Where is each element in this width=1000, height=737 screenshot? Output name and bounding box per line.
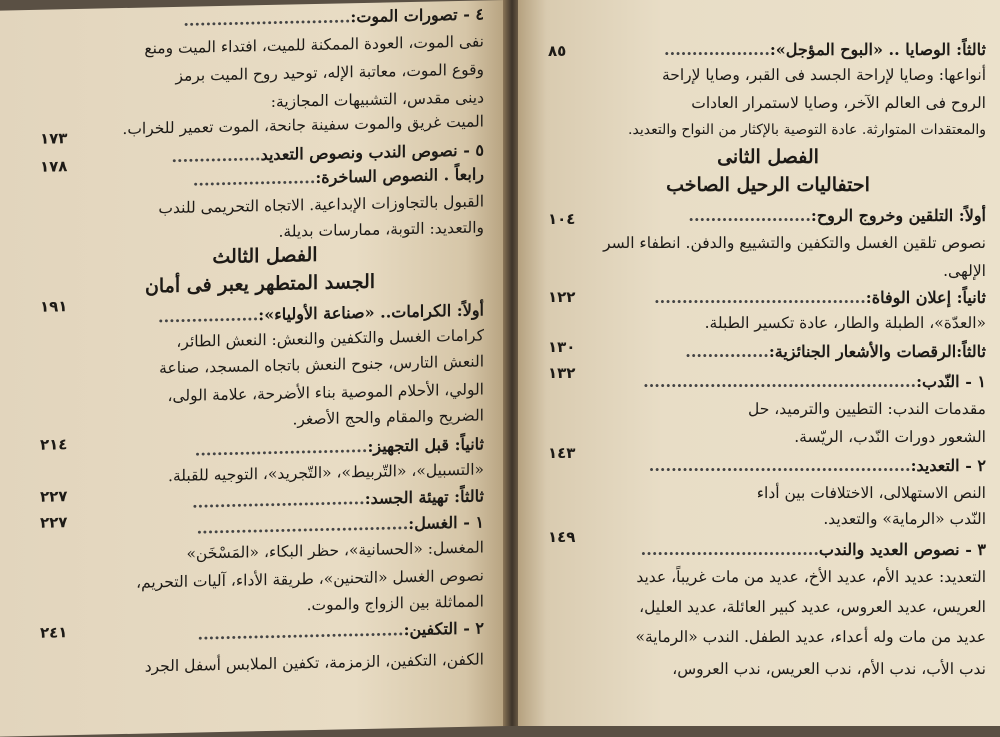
toc-entry-talqin — [688, 206, 986, 225]
leader-dots: ..................................... — [197, 620, 404, 644]
leader-dots: ............................... — [192, 488, 365, 512]
toc-line: نصوص الغسل «التحنين»، طريقة الأداء، آليات التحريم، — [136, 566, 484, 592]
leader-dots: ............... — [685, 342, 769, 361]
leader-dots: .............................. — [183, 7, 351, 30]
page-number: ١٣٠ — [548, 338, 576, 356]
toc-line: النعش التارس، جنوح النعش باتجاه المسجد، صناعة — [159, 352, 484, 378]
toc-line: الإلهى. — [943, 262, 986, 280]
toc-heading: ثالثاً: الوصايا .. «البوح المؤجل»: — [769, 40, 986, 59]
leader-dots: .................. — [158, 305, 259, 327]
toc-heading: أولاً: الكرامات.. «صناعة الأولياء»: — [258, 300, 484, 325]
toc-line: نصوص تلقين الغسل والتكفين والتشييع والدفن. انطفاء السر — [603, 234, 986, 252]
leader-dots: ................... — [664, 40, 770, 59]
leader-dots: ................ — [171, 145, 261, 167]
toc-line: وقوع الموت، معاتبة الإله، توحيد روح الميت برمز — [175, 60, 484, 85]
page-number: ٨٥ — [548, 42, 567, 60]
toc-line: النص الاستهلالى، الاختلافات بين أداء — [756, 484, 986, 502]
toc-line: والمعتقدات المتوارثة. عادة التوصية بالإكثار من النواح والتعديد. — [628, 122, 986, 138]
page-number: ٢٤١ — [40, 623, 68, 642]
toc-entry-karamat — [158, 300, 484, 326]
toc-heading: ٤ - تصورات الموت: — [350, 4, 484, 27]
toc-line: كرامات الغسل والتكفين والنعش: النعش الطائر، — [176, 326, 484, 351]
toc-heading: ثانياً: قبل التجهيز: — [367, 434, 484, 456]
toc-line: الكفن، التكفين، الزمزمة، تكفين الملابس أسفل الجرد — [144, 650, 484, 676]
toc-entry-death-images — [183, 4, 484, 29]
toc-entry-nadb-texts — [171, 140, 484, 166]
toc-entry-satirical — [193, 164, 484, 189]
toc-line: العريس، عديد العروس، عديد كبير العائلة، عديد العليل، — [639, 598, 986, 616]
leader-dots: ...................................... — [654, 288, 866, 307]
page-number: ١٣٢ — [548, 364, 576, 382]
chapter-subtitle: احتفاليات الرحيل الصاخب — [666, 174, 870, 196]
toc-entry-lament-texts — [641, 540, 986, 559]
toc-entry-tadid — [649, 456, 986, 475]
toc-heading: أولاً: التلقين وخروج الروح: — [810, 206, 986, 225]
toc-line: النّدب «الرماية» والتعديد. — [823, 510, 986, 528]
toc-heading: ٢ - التعديد: — [910, 456, 986, 475]
leader-dots: ...................... — [688, 206, 811, 225]
toc-entry-shrouding — [198, 618, 484, 643]
leader-dots: ...................... — [192, 167, 316, 190]
toc-line: مقدمات الندب: التطيين والترميد، حل — [747, 400, 986, 418]
toc-heading: ١ - الغسل: — [408, 512, 484, 534]
toc-heading: ١ - النّدب: — [916, 372, 986, 391]
toc-line: ندب الأب، ندب الأم، ندب العريس، ندب العروس، — [672, 660, 986, 678]
toc-line: عديد من مات وله أعداء، عديد الطفل. الندب «الرماية» — [635, 628, 986, 646]
toc-entry-nadb — [643, 372, 986, 391]
leader-dots: ...................................... — [196, 514, 409, 538]
toc-heading: ثالثاً:الرقصات والأشعار الجنائزية: — [768, 342, 986, 361]
page-number: ١٤٩ — [548, 528, 576, 546]
page-number: ١٧٨ — [40, 157, 68, 176]
toc-heading: ٣ - نصوص العديد والندب — [818, 540, 986, 559]
toc-heading: رابعاً . النصوص الساخرة: — [315, 164, 484, 187]
chapter-title: الفصل الثالث — [212, 243, 318, 269]
page-number: ١٩١ — [40, 297, 68, 316]
toc-line: «العدّة»، الطبلة والطار، عادة تكسير الطبلة. — [704, 314, 986, 332]
leader-dots: ............................... — [194, 436, 368, 460]
toc-entry-washing — [197, 512, 484, 537]
toc-line: والتعديد: التوبة، ممارسات بديلة. — [278, 218, 484, 241]
toc-heading: ٥ - نصوص الندب ونصوص التعديد — [260, 140, 484, 165]
page-number: ١٧٣ — [40, 129, 68, 148]
toc-line: المماثلة بين الزواج والموت. — [306, 592, 484, 615]
toc-line: أنواعها: وصايا لإراحة الجسد فى القبر، وصايا لإراحة — [661, 66, 986, 84]
toc-line: الروح فى العالم الآخر، وصايا لاستمرار العادات — [691, 94, 986, 112]
right-page — [518, 0, 1000, 726]
leader-dots: ................................ — [640, 540, 819, 559]
toc-line: القبول بالتجاوزات الإبداعية. الاتجاه التحريمى للندب — [158, 192, 484, 218]
toc-line: دينى مقدس، التشبيهات المجازية: — [270, 88, 484, 111]
chapter-title: الفصل الثانى — [717, 146, 819, 168]
toc-entry-wills — [664, 40, 986, 59]
toc-line: الضريح والمقام والحج الأصغر. — [292, 406, 484, 429]
page-number: ٢٢٧ — [40, 513, 68, 532]
toc-line: المغسل: «الحسانية»، حظر البكاء، «المَسْخَن» — [186, 538, 484, 563]
page-number: ١٤٣ — [548, 444, 576, 462]
toc-entry-before-prep — [195, 434, 484, 459]
toc-heading: ثانياً: إعلان الوفاة: — [865, 288, 986, 307]
toc-heading: ثالثاً: تهيئة الجسد: — [364, 486, 484, 508]
leader-dots: ................................................. — [643, 372, 917, 391]
toc-entry-death-announcement — [654, 288, 986, 307]
page-number: ١٢٢ — [548, 288, 576, 306]
toc-line: نفى الموت، العودة الممكنة للميت، افتداء الميت ومنع — [144, 32, 484, 58]
page-number: ٢٢٧ — [40, 487, 68, 506]
chapter-subtitle: الجسد المتطهر يعبر فى أمان — [144, 270, 376, 298]
toc-entry-funeral-dances — [685, 342, 986, 361]
leader-dots: ............................................... — [648, 456, 911, 475]
toc-entry-body-prep — [192, 486, 484, 511]
toc-line: الشعور دورات النّدب، الريّسة. — [794, 428, 986, 446]
toc-line: التعديد: عديد الأم، عديد الأخ، عديد من مات غريباً، عديد — [636, 568, 986, 586]
toc-line: «التسبيل»، «التّربيط»، «التّجريد»، التوجيه للقبلة. — [168, 460, 484, 486]
toc-line: الميت غريق والموت سفينة جانحة، الموت تعمير للخراب. — [122, 112, 484, 139]
toc-line: الولي، الأحلام الموصية بناء الأضرحة، علامة الولى، — [167, 380, 484, 406]
page-number: ٢١٤ — [40, 435, 68, 454]
page-number: ١٠٤ — [548, 210, 576, 228]
toc-heading: ٢ - التكفين: — [403, 618, 484, 640]
